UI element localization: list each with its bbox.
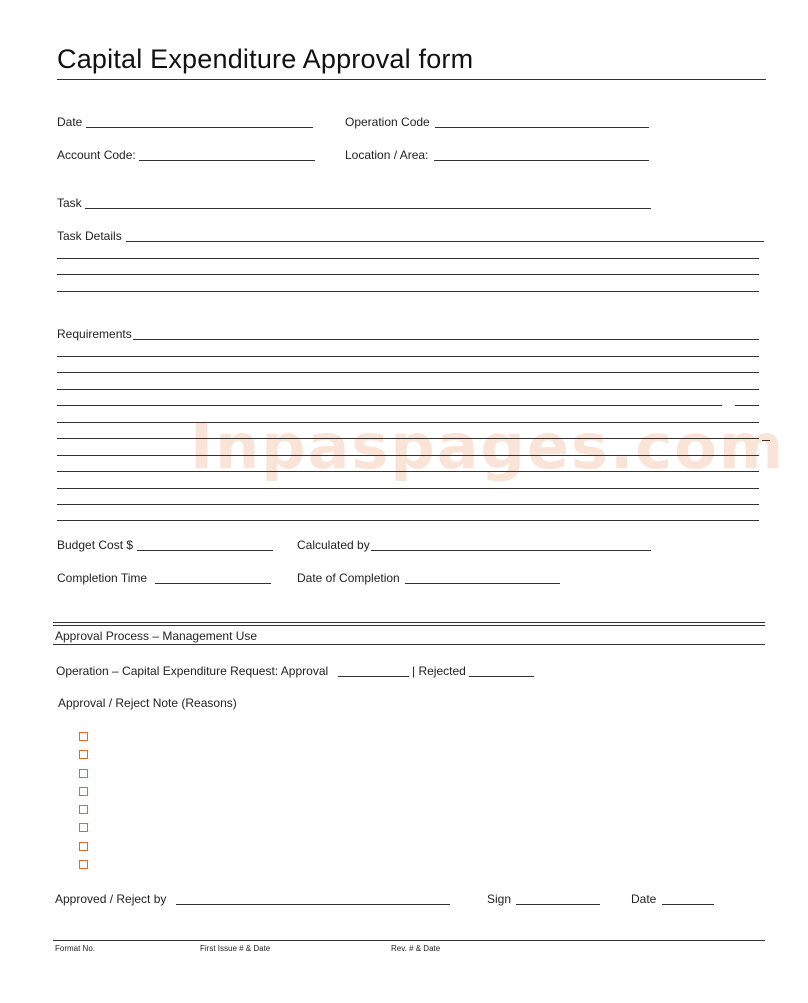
calculated-by-label: Calculated by — [297, 538, 370, 552]
requirements-label: Requirements — [57, 327, 132, 341]
reason-checkbox[interactable] — [79, 823, 88, 832]
approval-date-field[interactable] — [662, 904, 714, 905]
approval-section-top-rule — [53, 622, 765, 623]
completion-time-label: Completion Time — [57, 571, 148, 585]
calculated-by-field[interactable] — [371, 550, 651, 551]
date-of-completion-field[interactable] — [405, 583, 560, 584]
approved-by-label: Approved / Reject by — [55, 892, 167, 906]
reason-checkbox[interactable] — [79, 860, 88, 869]
reason-checkbox[interactable] — [79, 732, 88, 741]
reason-checkbox[interactable] — [79, 787, 88, 796]
requirements-line[interactable] — [57, 405, 722, 406]
approval-section-title: Approval Process – Management Use — [55, 629, 258, 643]
budget-cost-field[interactable] — [137, 550, 273, 551]
requirements-line[interactable] — [57, 389, 759, 390]
first-issue-label: First Issue # & Date — [200, 944, 271, 953]
title-underline — [57, 79, 766, 80]
requirements-line[interactable] — [57, 520, 759, 521]
approval-section-top-rule — [53, 625, 765, 626]
reason-checkbox[interactable] — [79, 805, 88, 814]
rev-label: Rev. # & Date — [391, 944, 441, 953]
task-details-label: Task Details — [57, 229, 122, 243]
sign-label: Sign — [487, 892, 512, 906]
approval-section-bottom-rule — [53, 644, 765, 645]
requirements-line[interactable] — [57, 356, 759, 357]
task-label: Task — [57, 196, 82, 210]
approval-request-label: Operation – Capital Expenditure Request: Approval — [56, 664, 329, 678]
task-details-line[interactable] — [57, 258, 759, 259]
requirements-line[interactable] — [57, 422, 759, 423]
requirements-line[interactable] — [57, 372, 759, 373]
task-details-line[interactable] — [57, 274, 759, 275]
account-code-label: Account Code: — [57, 148, 136, 162]
operation-code-field[interactable] — [435, 127, 649, 128]
account-code-field[interactable] — [139, 160, 315, 161]
reason-checkbox[interactable] — [79, 750, 88, 759]
task-field[interactable] — [85, 208, 651, 209]
reason-checkbox[interactable] — [79, 842, 88, 851]
requirements-line[interactable] — [57, 504, 759, 505]
rejected-label: | Rejected — [412, 664, 466, 678]
requirements-line-tail — [762, 440, 770, 441]
requirements-line[interactable] — [57, 488, 759, 489]
approval-note-label: Approval / Reject Note (Reasons) — [58, 696, 237, 710]
requirements-line[interactable] — [57, 471, 759, 472]
operation-code-label: Operation Code — [345, 115, 430, 129]
budget-cost-label: Budget Cost $ — [57, 538, 134, 552]
watermark-text: Inpaspages.com — [190, 410, 786, 483]
date-of-completion-label: Date of Completion — [297, 571, 400, 585]
page-title: Capital Expenditure Approval form — [57, 44, 474, 74]
date-label: Date — [57, 115, 83, 129]
requirements-line[interactable] — [133, 339, 759, 340]
sign-field[interactable] — [516, 904, 600, 905]
location-area-field[interactable] — [434, 160, 649, 161]
approved-by-field[interactable] — [176, 904, 450, 905]
rejected-field[interactable] — [469, 676, 534, 677]
reason-checkbox[interactable] — [79, 769, 88, 778]
date-field[interactable] — [86, 127, 313, 128]
location-area-label: Location / Area: — [345, 148, 429, 162]
approval-date-label: Date — [631, 892, 657, 906]
requirements-line-tail — [735, 405, 759, 406]
approval-field[interactable] — [338, 676, 409, 677]
requirements-line[interactable] — [57, 455, 759, 456]
task-details-line[interactable] — [126, 241, 764, 242]
completion-time-field[interactable] — [155, 583, 271, 584]
task-details-line[interactable] — [57, 291, 759, 292]
format-no-label: Format No. — [55, 944, 96, 953]
footer-rule — [53, 940, 765, 941]
requirements-line[interactable] — [57, 438, 759, 439]
